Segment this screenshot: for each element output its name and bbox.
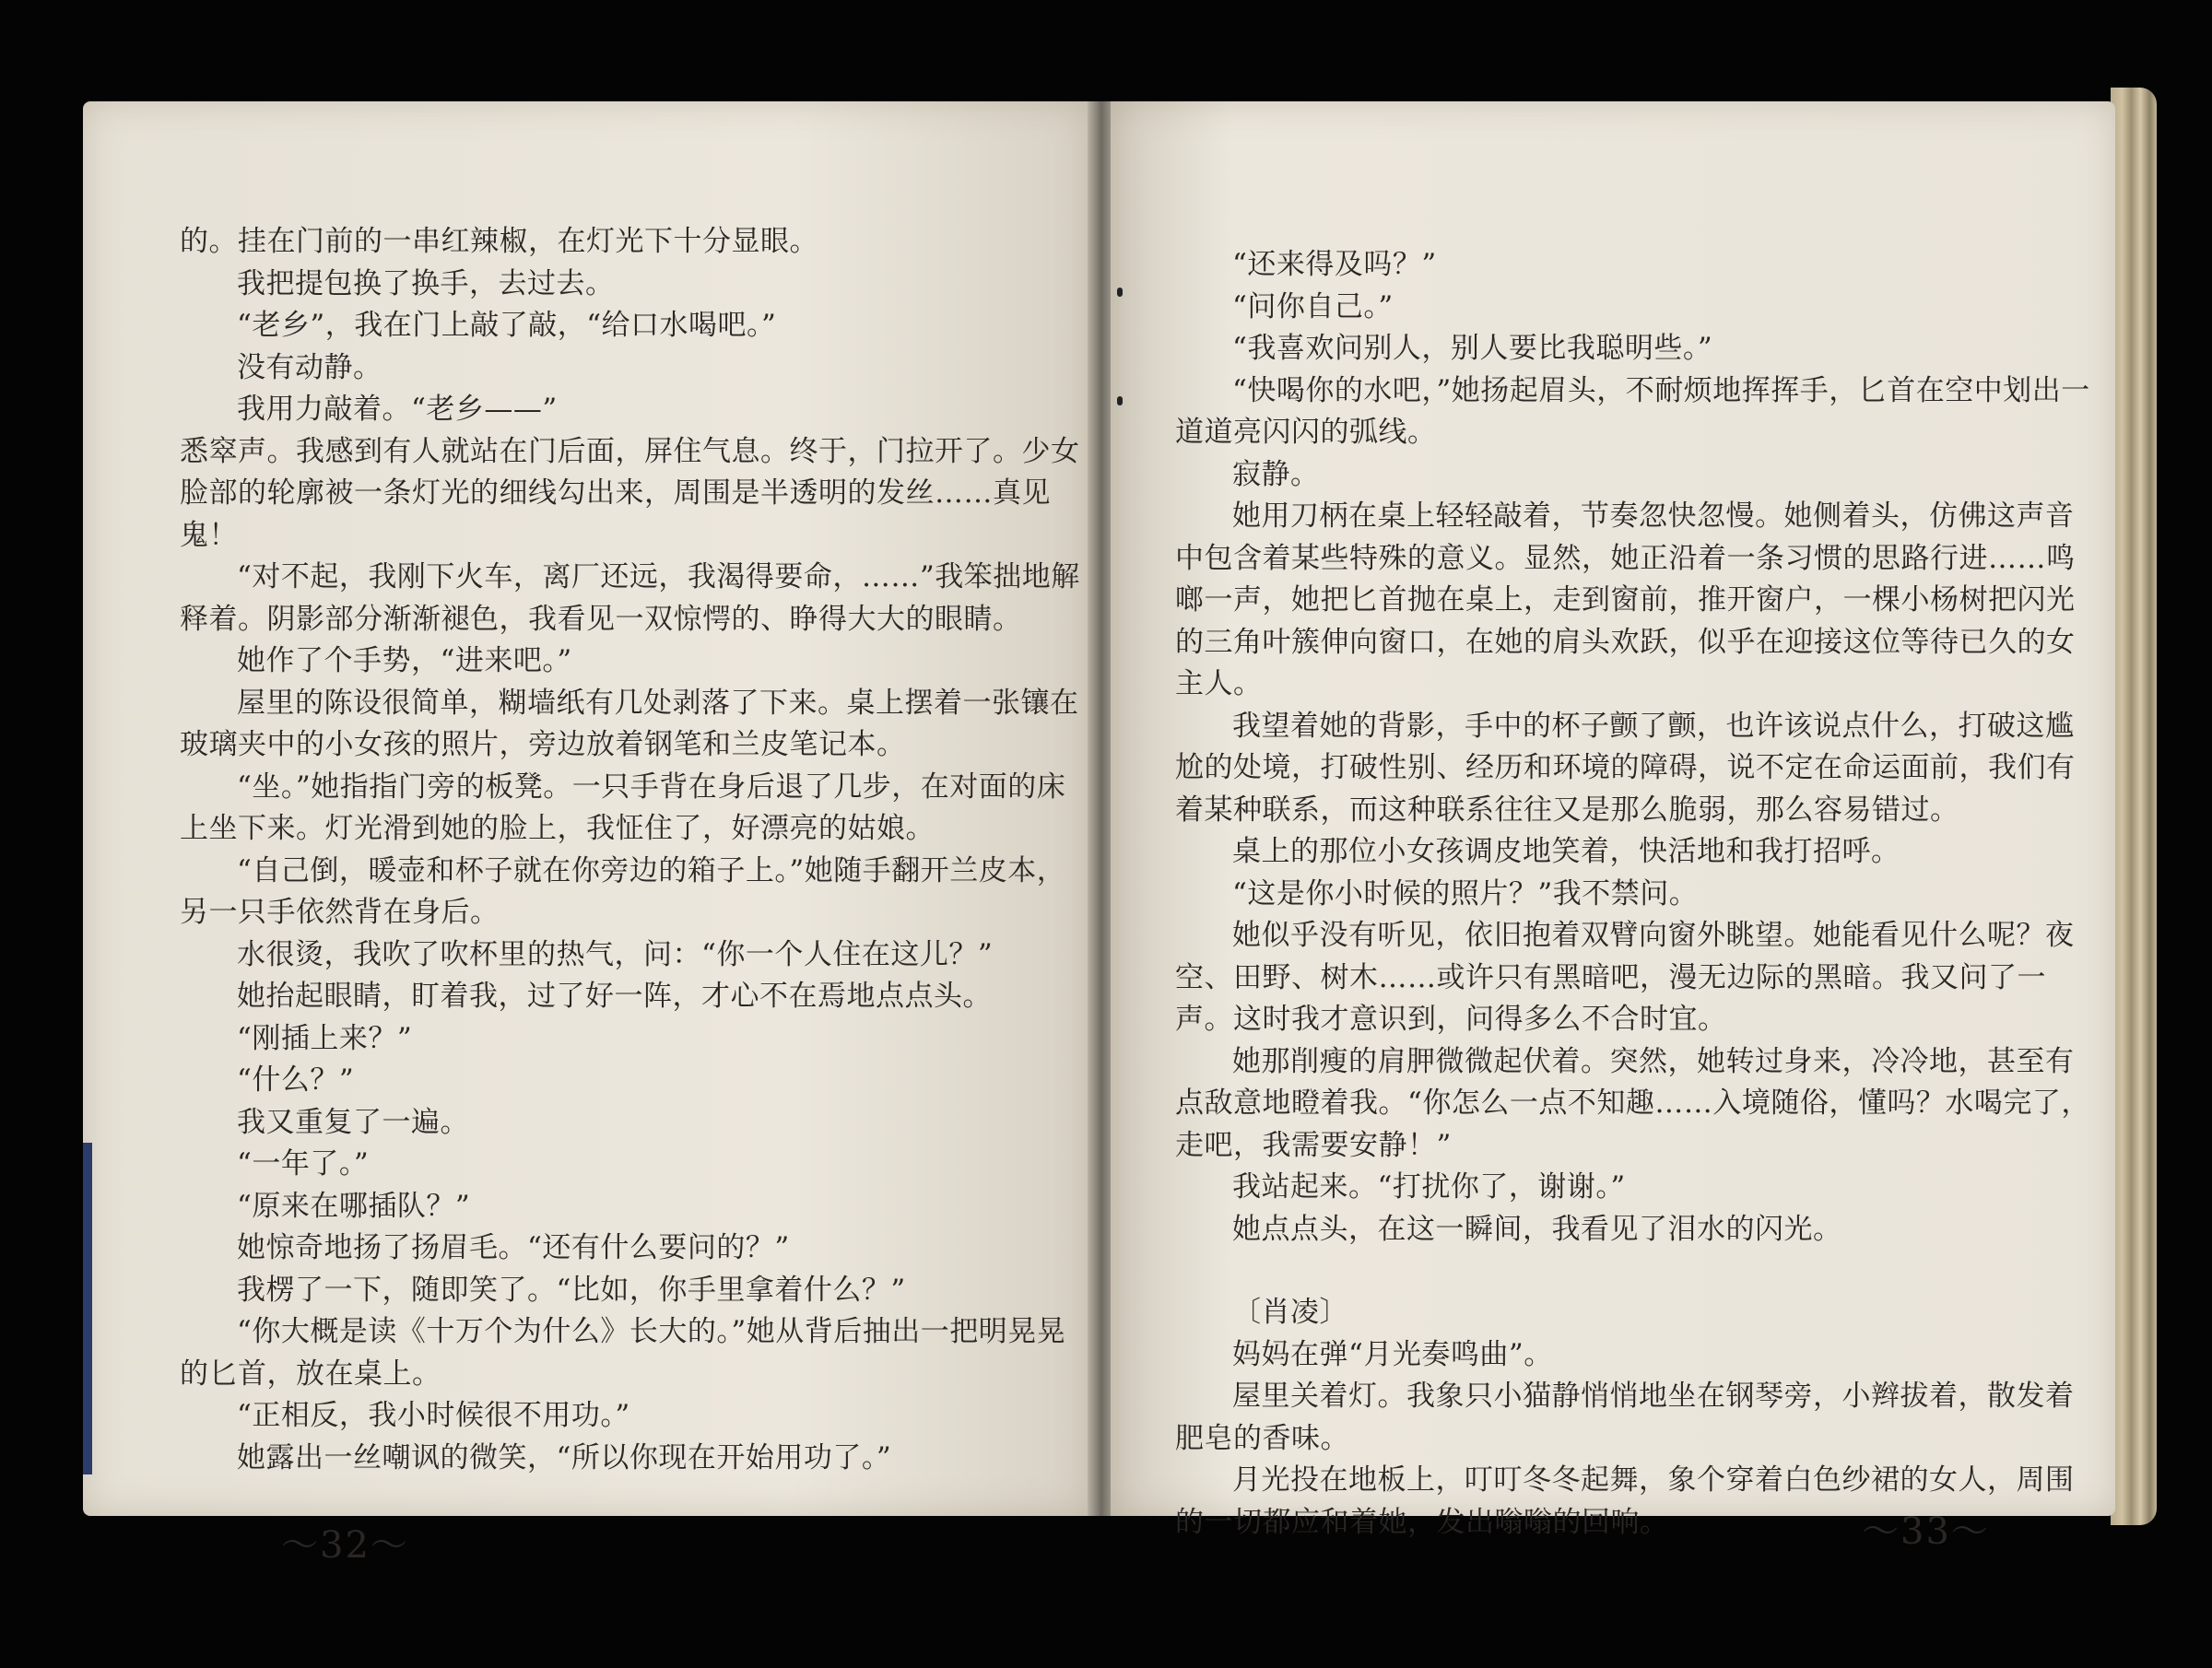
paragraph: 没有动静。: [237, 350, 382, 384]
section-heading: 〔肖凌〕: [1232, 1296, 1348, 1329]
paragraph: “快喝你的水吧，”她扬起眉头，不耐烦地挥挥手，匕首在空中划出一道道亮闪闪的弧线。: [1175, 373, 2090, 449]
page-number: ～32～: [281, 1524, 409, 1567]
page-number: ～33～: [1862, 1510, 1990, 1553]
paragraph: “坐。”她指指门旁的板凳。一只手背在身后退了几步，在对面的床上坐下来。灯光滑到她的脸上，我怔住了，好漂亮的姑娘。: [180, 769, 1066, 845]
paragraph: 她似乎没有听见，依旧抱着双臂向窗外眺望。她能看见什么呢？夜空、田野、树木……或许只有黑暗吧，漫无边际的黑暗。我又问了一声。这时我才意识到，问得多么不合时宜。: [1175, 919, 2075, 1036]
paragraph: “你大概是读《十万个为什么》长大的。”她从背后抽出一把明晃晃的匕首，放在桌上。: [180, 1315, 1066, 1391]
paragraph: “正相反，我小时候很不用功。”: [237, 1399, 630, 1432]
paragraph: “什么？”: [237, 1063, 355, 1097]
paragraph: “原来在哪插队？”: [237, 1189, 471, 1223]
paragraph: 水很烫，我吹了吹杯里的热气，问：“你一个人住在这儿？”: [237, 937, 994, 971]
paragraph: 我望着她的背影，手中的杯子颤了颤，也许该说点什么，打破这尴尬的处境，打破性别、经历和环境的障碍，说不定在命运面前，我们有着某种联系，而这种联系往往又是那么脆弱，那么容易错过。: [1175, 709, 2076, 827]
left-page-text: [180, 221, 1092, 1479]
paragraph: “刚插上来？”: [237, 1021, 413, 1055]
paragraph: 她那削瘦的肩胛微微起伏着。突然，她转过身来，冷冷地，甚至有点敌意地瞪着我。“你怎么一点不知趣……入境随俗，懂吗？水喝完了，走吧，我需要安静！”: [1175, 1044, 2090, 1162]
paragraph: 屋里的陈设很简单，糊墙纸有几处剥落了下来。桌上摆着一张镶在玻璃夹中的小女孩的照片，旁边放着钢笔和兰皮笔记本。: [180, 686, 1079, 761]
ink-dot: [1117, 288, 1123, 297]
paragraph: “还来得及吗？”: [1232, 248, 1437, 281]
paragraph: 妈妈在弹“月光奏鸣曲”。: [1232, 1337, 1553, 1371]
right-page: [1111, 101, 2115, 1553]
paragraph: 她惊奇地扬了扬眉毛。“还有什么要问的？”: [237, 1231, 790, 1264]
paragraph: “问你自己。”: [1232, 289, 1394, 323]
book-page-edges: [2111, 88, 2157, 1525]
paragraph: 悉窣声。我感到有人就站在门后面，屏住气息。终于，门拉开了。少女脸部的轮廓被一条灯光的细线勾出来，周围是半透明的发丝……真见鬼！: [180, 434, 1080, 552]
paragraph: 她露出一丝嘲讽的微笑，“所以你现在开始用功了。”: [237, 1440, 892, 1474]
paragraph: 屋里关着灯。我象只小猫静悄悄地坐在钢琴旁，小辫拔着，散发着肥皂的香味。: [1175, 1380, 2075, 1455]
paragraph: “一年了。”: [237, 1147, 370, 1181]
paragraph: 我又重复了一遍。: [237, 1105, 469, 1139]
spine-strip: [83, 1143, 92, 1474]
paragraph: 我楞了一下，随即笑了。“比如，你手里拿着什么？”: [237, 1273, 906, 1307]
paragraph: 我用力敲着。“老乡——”: [237, 393, 558, 426]
paragraph: “老乡”，我在门上敲了敲，“给口水喝吧。”: [237, 309, 777, 342]
paragraph: 她抬起眼睛，盯着我，过了好一阵，才心不在焉地点点头。: [237, 980, 992, 1013]
paragraph: 我站起来。“打扰你了，谢谢。”: [1232, 1170, 1626, 1204]
left-page: [83, 101, 1092, 1567]
paragraph: “我喜欢问别人，别人要比我聪明些。”: [1232, 332, 1713, 365]
paragraph: “自己倒，暖壶和杯子就在你旁边的箱子上。”她随手翻开兰皮本，另一只手依然背在身后。: [180, 853, 1066, 929]
paragraph: 寂静。: [1232, 457, 1320, 491]
paragraph: 她作了个手势，“进来吧。”: [237, 644, 572, 677]
ink-dot: [1117, 396, 1123, 405]
paragraph: 月光投在地板上，叮叮冬冬起舞，象个穿着白色纱裙的女人，周围的一切都应和着她，发出嗡嗡的回响。: [1175, 1463, 2075, 1539]
paragraph: “对不起，我刚下火车，离厂还远，我渴得要命，……”我笨拙地解释着。阴影部分渐渐褪色，我看见一双惊愕的、睁得大大的眼睛。: [180, 560, 1080, 636]
paragraph: “这是你小时候的照片？”我不禁问。: [1232, 876, 1699, 910]
paragraph: 的。挂在门前的一串红辣椒，在灯光下十分显眼。: [180, 225, 818, 258]
paragraph: 她用刀柄在桌上轻轻敲着，节奏忽快忽慢。她侧着头，仿佛这声音中包含着某些特殊的意义。显然，她正沿着一条习惯的思路行进……鸣啷一声，她把匕首抛在桌上，走到窗前，推开窗户，一棵小杨树把闪光的三角叶簇伸向窗口，在她的肩头欢跃，似乎在迎接这位等待已久的女主人。: [1175, 499, 2076, 700]
paragraph: 我把提包换了换手，去过去。: [237, 266, 615, 300]
paragraph: 桌上的那位小女孩调皮地笑着，快活地和我打招呼。: [1232, 835, 1900, 868]
right-page-text: [1175, 244, 2097, 1544]
paragraph: 她点点头，在这一瞬间，我看见了泪水的闪光。: [1232, 1212, 1842, 1246]
